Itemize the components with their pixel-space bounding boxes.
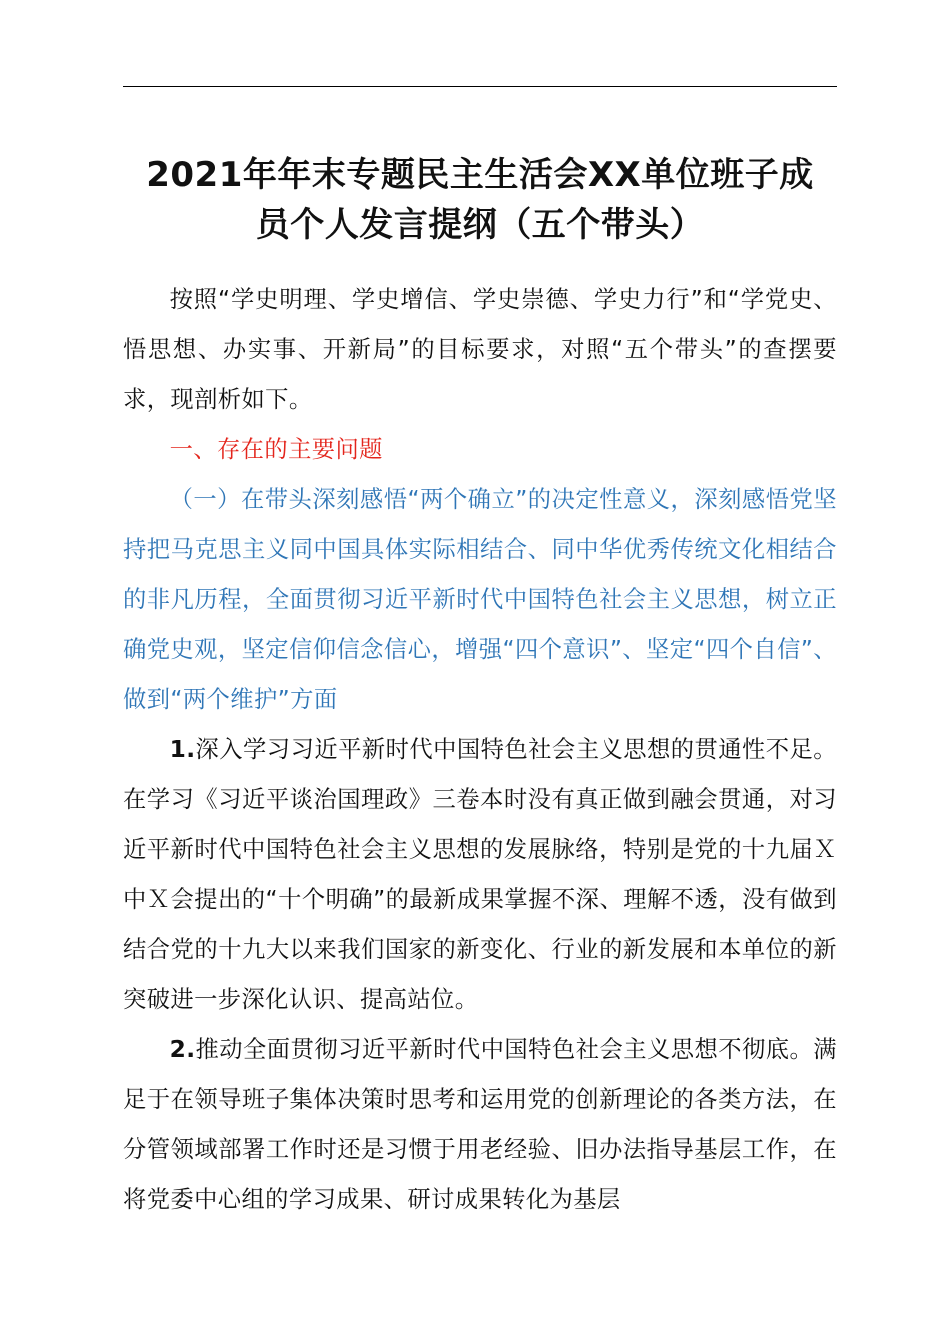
intro-paragraph: 按照“学史明理、学史增信、学史崇德、学史力行”和“学党史、悟思想、办实事、开新局”的目标要求，对照“五个带头”的查摆要求，现剖析如下。	[123, 286, 837, 413]
title-line-2: 员个人发言提纲（五个带头）	[255, 205, 705, 245]
document-body	[123, 275, 837, 1225]
header-rule	[123, 86, 837, 87]
item-1-paragraph	[123, 725, 837, 1025]
item-2-paragraph	[123, 1025, 837, 1225]
item-2-number: 2.	[169, 1036, 196, 1063]
title-line-1: 2021年年末专题民主生活会XX单位班子成	[146, 155, 814, 195]
subsection-heading-1: （一）在带头深刻感悟“两个确立”的决定性意义，深刻感悟党坚持把马克思主义同中国具体实际相结合、同中华优秀传统文化相结合的非凡历程，全面贯彻习近平新时代中国特色社会主义思想，树立正确党史观，坚定信仰信念信心，增强“四个意识”、坚定“四个自信”、做到“两个维护”方面	[123, 486, 837, 713]
section-heading-problems: 一、存在的主要问题	[169, 436, 383, 463]
item-1-text: 深入学习习近平新时代中国特色社会主义思想的贯通性不足。在学习《习近平谈治国理政》三卷本时没有真正做到融会贯通，对习近平新时代中国特色社会主义思想的发展脉络，特别是党的十九届Ｘ中Ｘ会提出的“十个明确”的最新成果掌握不深、理解不透，没有做到结合党的十九大以来我们国家的新变化、行业的新发展和本单位的新突破进一步深化认识、提高站位。	[123, 736, 837, 1013]
item-1-number: 1.	[169, 736, 196, 763]
item-2-text: 推动全面贯彻习近平新时代中国特色社会主义思想不彻底。满足于在领导班子集体决策时思考和运用党的创新理论的各类方法，在分管领域部署工作时还是习惯于用老经验、旧办法指导基层工作，在将党委中心组的学习成果、研讨成果转化为基层	[123, 1036, 837, 1213]
document-title	[100, 150, 860, 250]
